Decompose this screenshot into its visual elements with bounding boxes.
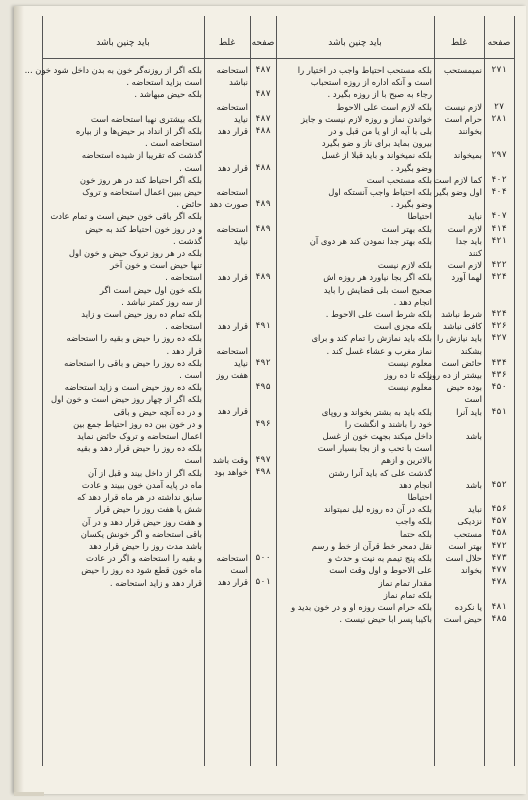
errata-wrong: باید آنرا <box>456 406 482 417</box>
errata-line: و هفت روز حیض قرار دهد و در آن <box>81 516 202 527</box>
errata-page <box>485 588 513 600</box>
rule <box>42 16 43 766</box>
errata-line <box>278 247 432 259</box>
errata-wrong: بشکند <box>460 345 482 356</box>
header-page-right: صفحه <box>487 38 511 48</box>
errata-wrong: نزدیکی <box>457 516 482 527</box>
errata-wrong <box>206 527 248 539</box>
errata-wrong <box>206 393 248 405</box>
errata-line: بلکه تمام ده روز حیض است و زاید <box>81 309 202 320</box>
errata-line: نماز مغرب و عشاء غسل کند . <box>326 345 432 356</box>
errata-line: از سه روز کمتر نباشد . <box>121 296 202 307</box>
errata-line: بالاترین و ازهم <box>380 455 432 466</box>
errata-line: بلکه پنج تیمم به نیت و حدث و <box>328 553 432 564</box>
errata-wrong: لازم نیست <box>444 101 482 112</box>
errata-page <box>485 284 513 296</box>
errata-page: ۴۹۲ <box>255 357 271 368</box>
errata-wrong: وقت باشد <box>212 455 248 466</box>
errata-line <box>278 393 432 405</box>
errata-page: ۴۹۸ <box>255 467 271 478</box>
errata-line: وضو بگیرد . <box>390 162 432 173</box>
errata-wrong <box>436 589 482 601</box>
errata-page: ۴۵۸ <box>491 528 507 539</box>
errata-page <box>485 247 513 259</box>
errata-wrong: است <box>230 564 248 575</box>
errata-page <box>485 125 513 137</box>
errata-page: ۲۷۱ <box>491 65 507 75</box>
errata-page <box>251 247 275 259</box>
right-correct-column <box>278 64 432 625</box>
errata-line: استحاضه است . <box>145 138 202 149</box>
errata-line: گذشت که تقریبا از شیده استحاضه <box>81 150 202 161</box>
errata-wrong: هفت روز <box>216 369 248 380</box>
rule <box>514 16 515 766</box>
errata-wrong <box>436 467 482 479</box>
errata-wrong: بخوانند <box>458 125 482 136</box>
errata-line: بلکه تا ده روز <box>384 370 432 381</box>
errata-wrong: نیاید <box>233 235 248 246</box>
header-wrong-left: غلط <box>218 38 236 48</box>
page-shadow <box>14 792 44 796</box>
errata-line: بلکه ده روز را حیض و بقیه را استحاضه <box>66 333 202 344</box>
errata-line: خواندن نماز و روزه لازم نیست و جایز <box>301 113 432 124</box>
right-page-column <box>485 64 513 625</box>
errata-page <box>251 296 275 308</box>
errata-page <box>485 393 513 405</box>
errata-page: ۴۹۶ <box>255 418 271 429</box>
errata-page: ۴۲۷ <box>491 333 507 344</box>
errata-line: بلکه حتما <box>400 528 432 539</box>
errata-page <box>485 466 513 478</box>
errata-line: گذشت . <box>173 235 202 246</box>
errata-page: ۴۹۷ <box>255 455 271 466</box>
errata-wrong: نباید <box>467 211 482 222</box>
errata-page: ۴۸۸ <box>255 162 271 173</box>
errata-line: ماه خون قطع شود ده روز را حیض <box>81 565 202 576</box>
errata-line: و در روز خون احتیاط کند به حیض <box>85 223 202 234</box>
errata-wrong: حلال است <box>445 552 482 563</box>
rule <box>204 16 205 766</box>
errata-page <box>485 345 513 357</box>
errata-page: ۴۷۸ <box>491 577 507 588</box>
errata-line: بلکه اگر بجا نیاورد هر روزه اش <box>323 272 432 283</box>
errata-line: بلکه ده روز حیض است و زاید استحاضه <box>64 382 202 393</box>
errata-wrong: باشد <box>465 479 482 490</box>
errata-wrong: قرار دهد <box>217 126 248 136</box>
header-correct-right: باید چنین باشد <box>328 38 382 48</box>
errata-page: ۴۵۲ <box>491 479 507 490</box>
errata-line: بلکه مستحب است <box>366 174 432 185</box>
errata-line: بیرون بماید برای ناز و ضو بگیرد <box>321 138 432 149</box>
errata-page <box>485 88 513 100</box>
errata-wrong: بیشتر از ده روز <box>427 369 482 380</box>
errata-line: نقل دمحر خط قرآن از خط و رسم <box>311 540 432 551</box>
errata-wrong: بوده حیض <box>446 382 482 393</box>
errata-wrong <box>206 137 248 149</box>
errata-page: ۴۸۷ <box>255 113 271 124</box>
errata-page <box>251 186 275 198</box>
errata-wrong: مستحب <box>453 528 482 539</box>
errata-wrong <box>206 308 248 320</box>
errata-wrong: لازم است <box>447 260 482 271</box>
errata-wrong: نیاید <box>233 357 248 368</box>
errata-line: و در ده آنچه حیض و باقی <box>113 406 202 417</box>
errata-line: و در خون بین ده روز احتیاط جمع بین <box>73 418 202 429</box>
errata-wrong <box>206 430 248 442</box>
errata-wrong: باید نیازش را <box>437 333 482 344</box>
errata-page <box>251 527 275 539</box>
errata-page: ۴۲۶ <box>491 321 507 332</box>
errata-page <box>251 76 275 88</box>
errata-wrong: کما لازم است <box>433 174 482 185</box>
errata-page: ۲۷ <box>493 101 505 112</box>
errata-page: ۴۷۷ <box>491 565 507 576</box>
errata-wrong: قرار دهد <box>217 272 248 283</box>
errata-page <box>251 369 275 381</box>
errata-line: بلکه خون اول حیض است اگر <box>99 284 202 295</box>
errata-page <box>251 491 275 503</box>
errata-page: ۴۳۴ <box>491 357 507 368</box>
errata-wrong <box>436 454 482 466</box>
errata-page: ۴۲۱ <box>491 235 507 246</box>
errata-page <box>251 344 275 356</box>
errata-line: قرار دهد و زاید استحاضه . <box>109 577 202 588</box>
errata-wrong <box>206 284 248 296</box>
header-page-left: صفحه <box>251 38 275 48</box>
rule <box>434 16 435 766</box>
errata-page: ۴۸۷ <box>255 65 271 75</box>
errata-wrong <box>206 503 248 515</box>
errata-line: بلکه احتیاط واجب آنستکه اول <box>328 187 432 198</box>
errata-line: بلکه در هر روز تروک حیض و خون اول <box>68 248 202 259</box>
errata-line: بلکه نمیخواند و باید قبلا از غسل <box>321 150 432 161</box>
errata-line: بلکه اگر از روزنه‌گر خون به بدن داخل شود خون ... <box>24 65 202 75</box>
errata-line: بلکه ده روز را حیض و باقی را استحاضه <box>64 357 202 368</box>
errata-wrong: باید جدا <box>455 235 482 246</box>
errata-page: ۴۸۷ <box>255 89 271 100</box>
errata-page: ۴۲۲ <box>491 260 507 271</box>
errata-wrong: لهما آورد <box>451 272 482 283</box>
errata-line: بلی با آیه از او یا من قبل و در <box>328 126 432 137</box>
errata-page <box>251 149 275 161</box>
errata-page: ۴۳۶ <box>491 369 507 380</box>
header-rule <box>42 58 514 59</box>
errata-wrong <box>206 491 248 503</box>
errata-wrong <box>206 210 248 222</box>
errata-wrong: نباشد <box>229 77 248 88</box>
errata-wrong: نیاید <box>233 113 248 124</box>
errata-line <box>44 101 202 113</box>
errata-line: بلکه اگر از انداد بر حیض‌ها و از بیاره <box>75 126 202 136</box>
errata-wrong: حرام است <box>444 113 482 124</box>
errata-line: ماه در پایه آمدن خون ببیند و عادت <box>81 479 202 490</box>
errata-page <box>485 76 513 88</box>
errata-page <box>251 308 275 320</box>
errata-wrong: استحاضه <box>216 65 248 75</box>
errata-wrong: صورت دهد <box>209 199 248 210</box>
errata-line: بلکه بهتر جدا نمودن کند هر دوی آن <box>309 235 432 246</box>
errata-wrong: کافی نباشد <box>442 321 482 332</box>
errata-line: معلوم نیست <box>387 357 432 368</box>
errata-page: ۴۸۹ <box>255 272 271 283</box>
errata-page: ۴۸۹ <box>255 223 271 234</box>
errata-line: قرار دهد . <box>166 345 202 356</box>
errata-wrong <box>436 88 482 100</box>
errata-page <box>251 393 275 405</box>
errata-wrong: استحاضه <box>216 552 248 563</box>
errata-line: وضو بگیرد . <box>390 199 432 210</box>
errata-page <box>485 296 513 308</box>
errata-page: ۴۸۱ <box>491 601 507 612</box>
errata-wrong <box>206 332 248 344</box>
errata-page: ۴۵۶ <box>491 504 507 515</box>
errata-page <box>251 174 275 186</box>
errata-line: رجاء به صبح با از روزه بگیرد . <box>327 89 432 100</box>
errata-line: است بزاید استحاضه . <box>126 77 202 88</box>
errata-wrong <box>206 88 248 100</box>
errata-wrong: قرار دهد <box>217 406 248 417</box>
errata-line: معلوم نیست <box>387 382 432 393</box>
errata-line: بلکه تمام نماز <box>383 589 432 600</box>
errata-wrong <box>436 198 482 210</box>
errata-line: بلکه مجزی است <box>373 321 432 332</box>
errata-page: ۴۸۵ <box>491 613 507 624</box>
errata-line: احتیاطا <box>407 211 432 222</box>
errata-wrong <box>206 418 248 430</box>
errata-page: ۴۰۲ <box>491 174 507 185</box>
left-correct-column <box>24 64 202 589</box>
errata-wrong: لازم است <box>447 223 482 234</box>
errata-line: استحاضه . <box>165 321 202 332</box>
errata-wrong: یا نکرده <box>454 601 482 612</box>
errata-page <box>485 162 513 174</box>
errata-page: ۵۰۱ <box>255 577 271 588</box>
errata-wrong: قرار دهد <box>217 162 248 173</box>
errata-page <box>251 430 275 442</box>
errata-line: تنها حیض است و خون آخر <box>110 260 202 271</box>
errata-page: ۴۹۵ <box>255 382 271 393</box>
errata-wrong <box>436 442 482 454</box>
errata-page: ۴۲۴ <box>491 272 507 283</box>
errata-wrong <box>206 149 248 161</box>
errata-wrong <box>436 76 482 88</box>
errata-wrong <box>206 296 248 308</box>
errata-page <box>251 515 275 527</box>
errata-line: است <box>184 455 202 466</box>
errata-line: داخل میکند بجهت خون از غسل <box>322 431 432 442</box>
errata-line: گذشت علی که باید آنرا رشتن <box>328 467 432 478</box>
errata-wrong <box>206 259 248 271</box>
errata-line: بلکه باید نمازش را تمام کند و برای <box>311 333 432 344</box>
errata-wrong: است <box>464 394 482 405</box>
errata-page <box>251 259 275 271</box>
errata-page <box>251 405 275 417</box>
errata-wrong <box>436 296 482 308</box>
errata-line: بلکه واجب <box>395 516 432 527</box>
errata-wrong <box>436 284 482 296</box>
errata-wrong: بهتر است <box>448 540 482 551</box>
errata-wrong: نمیمستحب <box>443 65 482 75</box>
errata-line: است با تحب و از بجا بسیار است <box>317 443 432 454</box>
errata-page <box>485 442 513 454</box>
errata-line: است و آنکه اداره از روزه استحباب <box>310 77 432 88</box>
errata-line: مقدار تمام نماز <box>378 577 432 588</box>
errata-page <box>251 332 275 344</box>
errata-wrong: استحاضه <box>216 223 248 234</box>
errata-wrong: کنند <box>468 247 482 258</box>
errata-line: بلکه مستحب احتیاط واجب در اختیار را <box>297 65 432 75</box>
errata-wrong: حائض است <box>441 357 482 368</box>
errata-wrong: استحاضه <box>216 186 248 197</box>
errata-line: احتیاطا <box>407 492 432 503</box>
errata-page <box>251 101 275 113</box>
rule-center <box>276 16 277 766</box>
errata-page: ۴۵۱ <box>491 406 507 417</box>
right-wrong-column <box>427 64 482 625</box>
errata-page: ۵۰۰ <box>255 552 271 563</box>
left-wrong-column <box>206 64 248 588</box>
errata-wrong: بخواند <box>460 565 482 576</box>
errata-page: ۴۷۳ <box>491 552 507 563</box>
errata-line: بلکه حیض مبهاشد . <box>134 89 202 100</box>
errata-line: است . <box>179 370 202 381</box>
errata-line: بلکه باید به بشتر بخواند و روپای <box>321 406 432 417</box>
errata-wrong: نباید <box>467 504 482 515</box>
left-page-column <box>251 64 275 588</box>
errata-page <box>251 540 275 552</box>
errata-line: است . <box>179 162 202 173</box>
errata-page <box>485 137 513 149</box>
errata-page: ۴۰۴ <box>491 186 507 197</box>
errata-wrong: شرط نباشد <box>441 308 482 319</box>
errata-line: اعمال استحاضه و تروک حائض نماید <box>77 431 202 442</box>
errata-line: بلکه در آن ده روزه لیل نمیتواند <box>323 504 432 515</box>
errata-line: بلکه حرام است روزه او و در خون بدید و <box>291 601 432 612</box>
errata-wrong <box>206 174 248 186</box>
errata-wrong <box>206 540 248 552</box>
errata-wrong <box>436 418 482 430</box>
errata-wrong <box>436 576 482 588</box>
errata-line: حائض . <box>176 199 202 210</box>
errata-page: ۴۱۴ <box>491 223 507 234</box>
errata-page <box>251 235 275 247</box>
errata-page: ۴۹۱ <box>255 321 271 332</box>
errata-page <box>485 430 513 442</box>
errata-line: حیض ببین اعمال استحاضه و تروک <box>82 187 202 198</box>
header-wrong-right: غلط <box>450 38 468 48</box>
errata-page: ۴۰۷ <box>491 211 507 222</box>
errata-line: باکیبا پسر ابا حیض نیست . <box>339 614 432 625</box>
errata-line: شش یا هفت روز را حیض قرار <box>95 504 202 515</box>
errata-wrong: خواهد بود <box>214 467 248 478</box>
errata-line: باشد مدت روز را حیض قرار دهد <box>88 540 202 551</box>
errata-wrong <box>206 381 248 393</box>
errata-line: بلکه اگر احتیاط کند در هر روز خون <box>79 174 202 185</box>
errata-line: بلکه بیشتری نهبا استحاضه است <box>90 113 202 124</box>
errata-page: ۲۸۱ <box>491 113 507 124</box>
errata-line: انجام دهد <box>398 479 432 490</box>
errata-wrong: استحاضه <box>216 345 248 356</box>
errata-page <box>251 503 275 515</box>
errata-wrong <box>206 442 248 454</box>
errata-wrong: قرار دهد <box>217 577 248 588</box>
errata-line: صحیح است بلی قضایش را باید <box>323 284 432 295</box>
errata-wrong <box>206 479 248 491</box>
errata-page <box>251 137 275 149</box>
errata-line: بلکه لازم است علی الاحوط <box>336 101 432 112</box>
errata-wrong <box>436 162 482 174</box>
errata-line: بلکه اگر از داخل بیند و قبل از آن <box>88 467 202 478</box>
errata-page: ۴۲۴ <box>491 308 507 319</box>
errata-line: بلکه لازم نیست <box>377 260 432 271</box>
errata-page: ۴۵۷ <box>491 516 507 527</box>
errata-wrong: اول وضو بگیر <box>434 186 482 197</box>
errata-page: ۴۸۸ <box>255 125 271 136</box>
errata-page: ۴۷۲ <box>491 540 507 551</box>
errata-page <box>485 418 513 430</box>
errata-line: باقی استحاضه و اگر خونش یکسان <box>80 528 202 539</box>
errata-page <box>251 442 275 454</box>
errata-wrong <box>436 491 482 503</box>
errata-sheet <box>14 6 526 794</box>
errata-page <box>485 454 513 466</box>
header-correct-left: باید چنین باشد <box>96 38 150 48</box>
errata-page <box>251 479 275 491</box>
errata-line: بلکه اگر باقی خون حیض است و تمام عادت <box>50 211 202 222</box>
errata-line: خود را باشند و انگشت را <box>344 418 432 429</box>
errata-wrong: باشد <box>465 430 482 441</box>
errata-page <box>251 284 275 296</box>
errata-line: استحاضه . <box>165 272 202 283</box>
errata-page <box>251 564 275 576</box>
errata-page <box>251 210 275 222</box>
errata-line: و بقیه را استحاضه و اگر در عادت <box>86 553 202 564</box>
errata-page: ۴۸۹ <box>255 199 271 210</box>
errata-line: بلکه شرط است علی الاحوط . <box>325 309 432 320</box>
errata-line: بلکه ده روز را حیض قرار دهد و بقیه <box>76 443 202 454</box>
errata-wrong <box>206 247 248 259</box>
errata-line: بلکه بهتر است <box>381 223 432 234</box>
errata-wrong <box>206 515 248 527</box>
errata-line: سابق نداشته در هر ماه قرار دهد که <box>77 492 202 503</box>
errata-wrong: حیض است <box>443 613 482 624</box>
errata-line: انجام دهد . <box>393 296 432 307</box>
errata-page <box>485 198 513 210</box>
errata-line: علی الاحوط و اول وقت است <box>329 565 432 576</box>
errata-line: بلکه اگر از چهار روز حیض است و خون اول <box>51 394 202 405</box>
errata-page: ۲۹۷ <box>491 150 507 161</box>
errata-wrong <box>436 137 482 149</box>
errata-wrong: قرار دهد <box>217 321 248 332</box>
errata-page <box>485 491 513 503</box>
errata-wrong: بمیخواند <box>453 150 482 161</box>
errata-page: ۴۵۰ <box>491 382 507 393</box>
errata-wrong: استحاضه <box>216 101 248 112</box>
